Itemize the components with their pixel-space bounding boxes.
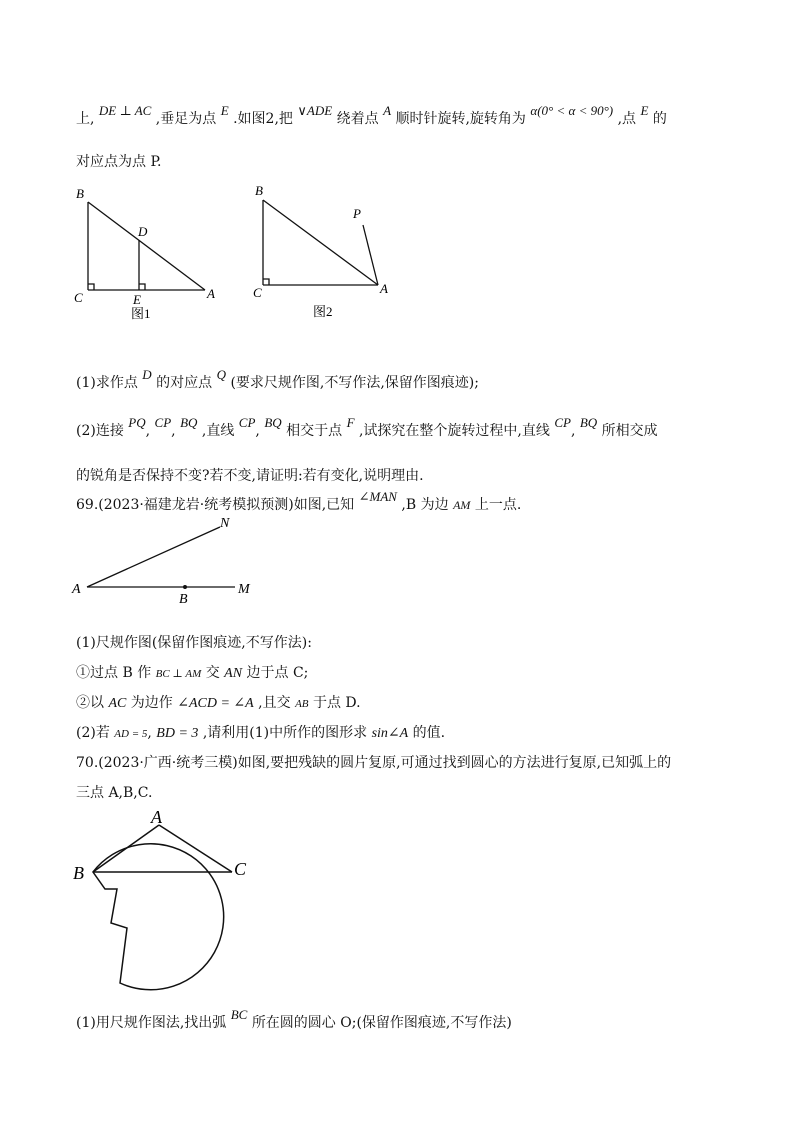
figure-caption: 图1 [131, 306, 151, 321]
figure-angle-man [70, 512, 270, 607]
label-a: A [72, 582, 81, 597]
question-1: (1)用尺规作图法,找出弧 BC 所在圆的圆心 O;(保留作图痕迹,不写作法) [76, 1007, 512, 1031]
math-triangle-ade: ∨ADE [297, 103, 333, 118]
label-d: D [138, 224, 148, 239]
text-line: 三点 A,B,C. [76, 785, 153, 801]
question-2: (2)若 AD = 5, BD = 3 ,请利用(1)中所作的图形求 sin∠A 的值. [76, 725, 446, 741]
label-a: A [207, 286, 215, 301]
figure-1 [70, 185, 230, 325]
math-de-perp-ac: DE ⊥ AC [98, 103, 152, 118]
math-alpha-range: α(0° < α < 90°) [530, 103, 614, 118]
label-b: B [179, 592, 188, 607]
label-n: N [220, 516, 230, 531]
text-line: 上, DE ⊥ AC ,垂足为点 E .如图2,把 ∨ADE 绕着点 A 顺时针旋转,旋转角为 α(0° < α < 90°) ,点 E 的 [76, 103, 667, 127]
text-line: 对应点为点 P. [76, 154, 162, 170]
label-b: B [76, 186, 84, 201]
question-1: (1)求作点 D 的对应点 Q (要求尺规作图,不写作法,保留作图痕迹); [76, 367, 479, 391]
label-b: B [255, 183, 263, 198]
label-a: A [380, 281, 388, 296]
label-m: M [238, 582, 250, 597]
label-c: C [253, 285, 262, 300]
label-p: P [353, 206, 361, 221]
label-c: C [74, 290, 83, 305]
figure-caption: 图2 [313, 304, 333, 319]
figure-broken-circle [65, 805, 265, 995]
step-1: ①过点 B 作 BC ⊥ AM 交 AN 边于点 C; [76, 665, 309, 681]
label-a: A [151, 807, 162, 827]
label-c: C [234, 859, 247, 879]
problem-69-header: 69.(2023·福建龙岩·统考模拟预测)如图,已知 ∠MAN ,B 为边 AM 上一点. [76, 489, 522, 513]
question-2: (2)连接 PQ, CP, BQ ,直线 CP, BQ 相交于点 F ,试探究在整个旋转过程中,直线 CP, BQ 所相交成 [76, 415, 658, 439]
step-2: ②以 AC 为边作 ∠ACD = ∠A ,且交 AB 于点 D. [76, 695, 361, 711]
label-e: E [133, 292, 141, 307]
figure-2 [245, 180, 405, 320]
text-line: 的锐角是否保持不变?若不变,请证明:若有变化,说明理由. [76, 468, 424, 484]
question-1: (1)尺规作图(保留作图痕迹,不写作法): [76, 635, 312, 651]
label-b: B [73, 863, 84, 883]
problem-70-header: 70.(2023·广西·统考三模)如图,要把残缺的圆片复原,可通过找到圆心的方法进行复原,已知弧上的 [76, 755, 672, 771]
point-b [183, 585, 187, 589]
